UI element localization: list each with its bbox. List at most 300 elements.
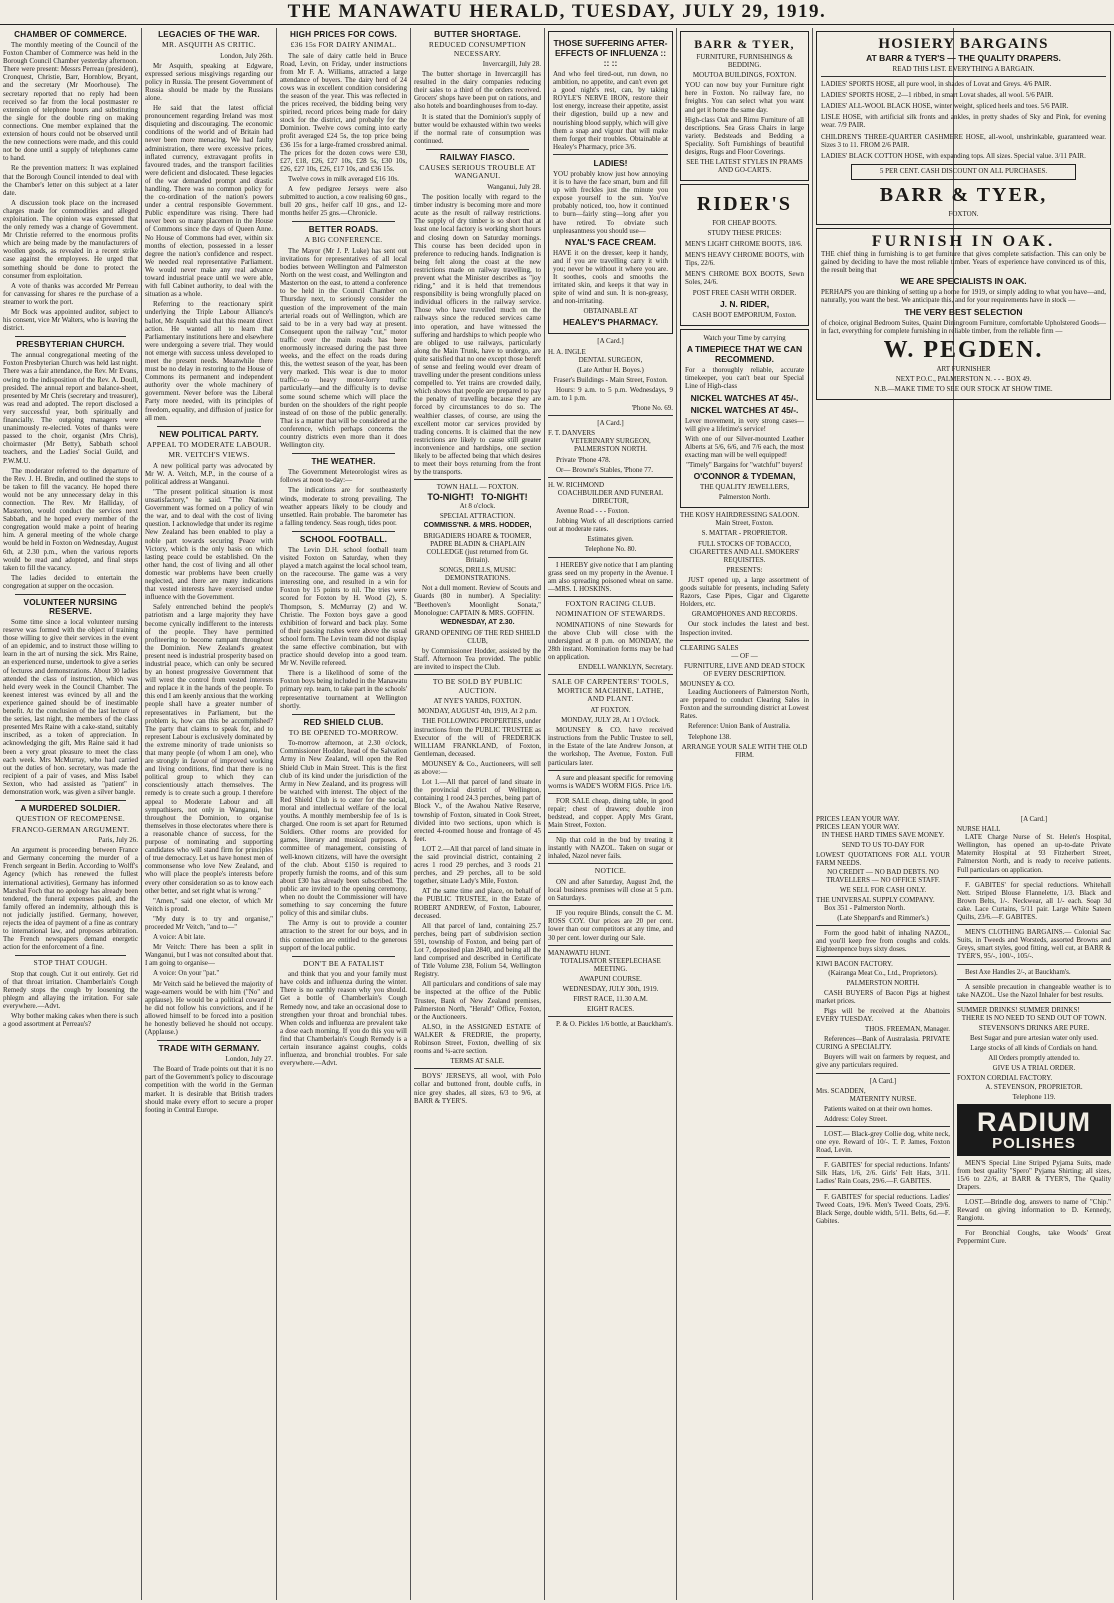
ad-line: GIVE US A TRIAL ORDER. xyxy=(992,1064,1076,1073)
ad-line: FURNITURE, LIVE AND DEAD STOCK OF EVERY DESCRIPTION. xyxy=(683,661,805,678)
ad-product: NYAL'S FACE CREAM. xyxy=(565,236,656,247)
ad-line: SEE THE LATEST STYLES IN PRAMS AND GO-CARTS. xyxy=(686,158,803,175)
ad-line: A sure and pleasant specific for removing worms is WADE'S WORM FIGS. Price 1/6. xyxy=(548,773,673,790)
ad-line: THERE IS NO NEED TO SEND OUT OF TOWN. xyxy=(961,1013,1107,1022)
card-line: Patients waited on at their own homes. xyxy=(824,1104,933,1113)
article-headline: VOLUNTEER NURSING RESERVE. xyxy=(23,598,118,616)
ad-line: Best Axe Handles 2/-, at Bauckham's. xyxy=(965,967,1071,976)
dateline: London, July 26th. xyxy=(220,51,273,60)
article-subhead: MR. VEITCH'S VIEWS. xyxy=(168,450,250,460)
ad-line: BOYS' JERSEYS, all wool, with Polo collar and buttoned front, double cuffs, in nice grey shades, all sizes, 6/3 to 9/6, at BARR & TYER'S. xyxy=(414,1072,541,1105)
card-line: Avenue Road - - - Foxton. xyxy=(556,507,630,516)
divider xyxy=(292,221,395,222)
article-paragraph: Mr Veitch: There has been a split in Wanganui, but I was not consulted about that. I am going to organise— xyxy=(145,943,273,968)
ad-line: — OF — xyxy=(731,651,758,660)
article-paragraph: Referring to the reactionary spirit underlying the Triple Labour Alliance's ballot, Mr Asquith said that this meant direct action. He wanted all to learn that Parliamentary institutions here and elsewhere were undergoing a severe trial. They would not emerge with success unless developed to meet the present needs. Meanwhile there must be no delay in restoring to the House of Commons its permanent and independent authority over the whole machinery of government. Never before was the Liberal Party more needed, with its principles of freedom, equality, and diffusion of justice for all men. xyxy=(145,300,273,422)
ad-headline: HOSIERY BARGAINS xyxy=(878,36,1049,52)
ad-line: Watch your Time by carrying xyxy=(703,334,786,343)
ad-headline: MANAWATU HUNT. xyxy=(548,948,611,957)
article-paragraph: "My duty is to try and organise," proceeded Mr Veitch, "and to—" xyxy=(145,914,273,931)
ad-line: PALMERSTON NORTH. xyxy=(846,978,920,987)
divider xyxy=(15,955,126,956)
ad-line: JUST opened up, a large assortment of goods suitable for presents, including Safety Razors, Case Pipes, Cigar and Cigarette Holders, etc. xyxy=(680,575,809,609)
ad-line: And who feel tired-out, run down, no ambition, no appetite, and can't even get a good night's rest, can, by taking ROYLE'S NERVE IRON, restore their lost energy, increase their appetite, assist their digestion, build up a new and nourishing blood supply, which will give them a snap and vigour that will make them forget their troubles. Obtainable at Healey's Pharmacy, price 3/6. xyxy=(553,70,668,151)
ad-firm: J. N. RIDER, xyxy=(719,299,770,310)
ad-line: Leading Auctioneers of Palmerston North, are prepared to conduct Clearing Sales in Foxton and the surrounding district at Lowest Rates. xyxy=(680,688,809,721)
ad-line: Reference: Union Bank of Australia. xyxy=(688,722,791,731)
divider xyxy=(548,832,673,833)
article-paragraph: There is a likelihood of some of the Foxton boys being included in the Manawatu primary rep. team, to take part in the schools' representative tournament at Wellington shortly. xyxy=(280,669,407,710)
ad-line: LATE Charge Nurse of St. Helen's Hospital, Wellington, has opened an up-to-date Private Maternity Hospital at 93 Fitzherbert Street, Palmerston North, and is ready to receive patients. Full particulars on application. xyxy=(957,833,1111,874)
ad-line: With one of our Silver-mounted Leather Alberts at 5/6, 6/6, and 7/6 each, the most exacting man will be well equipped! xyxy=(685,434,804,459)
ad-line: NICKEL WATCHES AT 45/-. xyxy=(690,404,799,415)
ad-line: Palmerston North. xyxy=(718,493,771,502)
ad-tonight-2: TO-NIGHT! xyxy=(481,492,528,503)
article-paragraph: The monthly meeting of the Council of the Foxton Chamber of Commerce was held in the Borough Council Chamber yesterday afternoon. There were present: Messrs Perreau (president), Cronquest, Christie, Barr, Hornblow, Bryant, and the secretary (Mr Moorhouse). The secretary reported that no reply had been received so far from the local postmaster re extension of telephone hours and substituting the single for the double ring on making connections. One member explained that the extension of hours could not be observed until the new connections were made, and this could not be done until a supply of telephones came to hand. xyxy=(3,41,138,163)
ad-line: THE chief thing in furnishing is to get furniture that gives complete satisfaction. This can only be gained by deciding to have the most reliable timber. Years of experience have convinced us of this, the result being that xyxy=(821,250,1106,275)
article-paragraph: Twelve cows in milk averaged £16 10s. xyxy=(288,174,399,183)
divider xyxy=(414,1068,541,1069)
ad-line: Form the good habit of inhaling NAZOL, and you'll keep free from coughs and colds. Eighteenpence buys sixty doses. xyxy=(816,929,950,954)
article-headline: STOP THAT COUGH. xyxy=(33,958,108,968)
ad-line: NICKEL WATCHES AT 45/-. xyxy=(690,392,799,403)
ad-line: OBTAINABLE AT xyxy=(583,307,638,316)
divider xyxy=(548,905,673,906)
ad-line: F. GABITES' for special reductions. Infants' Silk Hats, 1/6, 2/6. Girls' Felt Hats, 3/11. Ladies' Rain Coats, 29/6.—F. GABITES. xyxy=(816,1161,950,1186)
ad-line: High-class Oak and Rimu Furniture of all descriptions. Sea Grass Chairs in large variety. Bedsteads and Bedding a Speciality. Soft Furnishings of beautiful designs, Rugs and Floor Coverings. xyxy=(685,115,804,157)
ad-line: MONDAY, AUGUST 4th, 1919, At 2 p.m. xyxy=(417,707,538,716)
ad-line: THE QUALITY JEWELLERS, xyxy=(700,483,789,492)
ad-headline: LADIES! xyxy=(593,157,628,168)
divider xyxy=(548,477,673,478)
ad-line: WEDNESDAY, AT 2.30. xyxy=(440,618,515,626)
article-headline: THE WEATHER. xyxy=(311,457,376,467)
card-name: NURSE HALL xyxy=(957,825,1001,834)
ad-line: TERMS AT SALE. xyxy=(450,1057,505,1066)
article-paragraph: The Army is out to provide a counter attraction to the street for our boys, and in this connection are entitled to the generous support of the local public. xyxy=(280,919,407,952)
ad-line: FURNITURE, FURNISHINGS & BEDDING. xyxy=(696,53,793,70)
card-line: Estimates given. xyxy=(587,535,634,544)
article-paragraph: The ladies decided to entertain the congregation at supper on the occasion. xyxy=(3,573,138,590)
ad-line: Lever movement, in very strong cases—will give a lifetime's service! xyxy=(685,416,804,433)
card-line: Telephone No. 80. xyxy=(584,545,637,554)
divider xyxy=(680,640,809,641)
barr-tyer-furniture-ad xyxy=(680,31,809,181)
ad-headline: FOXTON RACING CLUB. xyxy=(565,598,656,608)
ad-subhead: AT BARR & TYER'S — THE QUALITY DRAPERS. xyxy=(866,53,1061,63)
article-paragraph: The butter shortage in Invercargill has resulted in the dairy companies reducing their sales to a third of the orders received. Grocers' shops have been put on rations, and also hotels and boardinghouses from to-day. xyxy=(414,70,541,111)
ad-line: GRAND OPENING OF THE RED SHIELD CLUB, xyxy=(414,628,541,645)
card-line: Jobbing Work of all descriptions carried out at moderate rates. xyxy=(548,517,673,534)
divider xyxy=(414,674,541,675)
ad-line: THOS. FREEMAN, Manager. xyxy=(865,1025,950,1034)
article-paragraph: The sale of dairy cattle held in Bruce Road, Levin, on Friday, under instructions from Mr F. A. Williams, attracted a large attendance of buyers. The dairy herd of 24 cows was in excellent condition considering the season of the year. This was reflected in the prices received, the bidding being very spirited, record prices being made for dairy stock for the district, and probably for the Dominion. Twelve cows coming into early profit averaged £24 5s, the top price being £36 15s for a large-framed crossbred animal. The prices for the dozen cows were £30, £27, £18, £26, £27 10s, £28 5s, £30 10s, £26, £27 10s, £26, £17 10s, and £36 15s. xyxy=(280,51,407,173)
card-line: 'Phone No. 69. xyxy=(631,404,673,413)
divider xyxy=(548,863,673,864)
ad-line: THE FOLLOWING PROPERTIES, under instructions from the PUBLIC TRUSTEE as Executor of the will of FREDERICK WILLIAM FRANKLAND, of Foxton, Gentleman, deceased. xyxy=(414,717,541,758)
divider xyxy=(15,594,126,595)
divider xyxy=(548,770,673,771)
wide-ad-column xyxy=(813,28,1114,828)
list-item: MEN'S LIGHT CHROME BOOTS, 18/6. xyxy=(685,239,803,248)
divider xyxy=(548,674,673,675)
ad-line: GRAMOPHONES AND RECORDS. xyxy=(691,610,798,619)
ad-line: A. STEVENSON, PROPRIETOR. xyxy=(985,1082,1083,1091)
ad-line: Box 351 - Palmerston North. xyxy=(824,903,906,912)
ad-line: FOXTON. xyxy=(948,209,979,218)
ad-firm: MOUNSEY & CO. xyxy=(680,679,735,688)
card-label: [A Card.] xyxy=(597,419,624,428)
ad-headline: PRICES LEAN YOUR WAY. xyxy=(816,815,900,823)
ad-line: ART FURNISHER xyxy=(936,364,991,373)
ad-line: STUDY THESE PRICES: xyxy=(707,229,782,238)
divider xyxy=(548,793,673,794)
divider xyxy=(292,531,395,532)
article-subhead: QUESTION OF RECOMPENSE. xyxy=(15,814,126,824)
ad-line: WE SELL FOR CASH ONLY. xyxy=(839,885,927,894)
column-2 xyxy=(142,28,276,1600)
divider xyxy=(816,956,950,957)
ad-line: (Kairanga Meat Co., Ltd., Proprietors). xyxy=(828,968,938,977)
ad-line: P. & O. Pickles 1/6 bottle, at Bauckham's. xyxy=(556,1020,673,1029)
article-headline: PRESBYTERIAN CHURCH. xyxy=(16,340,125,350)
ad-line: Our stock includes the latest and best. Inspection invited. xyxy=(680,620,809,637)
ad-line: TOTALISATOR STEEPLECHASE MEETING. xyxy=(560,956,661,973)
ad-line: by Commissioner Hodder, assisted by the Staff. Afternoon Tea provided. The public are invited to inspect the Club. xyxy=(414,647,541,672)
article-paragraph: The position locally with regard to the timber industry is becoming more and more acute as the result of railway restrictions. The supply of dry timber is so short that at least one local factory is working short hours and closing down on Saturday mornings. This course has been decided upon in preference to reducing hands. Indignation is being felt along the coast at the new restrictions made on railway travelling, to prevent what the Minister describes as "joy riding," and it is held that tremendous responsibility is being wrongfully placed on individual officers in the railway service. Those who have travelled much on the railways since the reduced services came into operation, and have witnessed the suffering and hardships to which people who are obliged to use railways, particularly along the Main Trunk, have to undergo, are quite satisfied that no one except those bereft of sense and feeling would ever dream of travelling under the present conditions unless compelled to. Yet trains are crowded daily, which shows that people are prepared to pay the penalty of travelling because they are forced by circumstances to do so. The wealthier classes, of course, are using the excellent motor car services provided by trading concerns. It is claimed that the new restrictions are likely to cause still greater inconvenience and hardships, one section likely to be affected being that which desires to meet their boys returning from the front by the transports. xyxy=(414,193,541,477)
ad-line: ARRANGE YOUR SALE WITH THE OLD FIRM. xyxy=(681,742,808,759)
ad-line: Lot 1.—All that parcel of land situate in the provincial district of Wellington, containing 1 rood 24.3 perches, being part of Block V., of the Awahou Native Reserve, township of Foxton, situated in Cook Street, divided into two sections, upon which is erected 4-roomed house and frontage of 45 feet. xyxy=(414,778,541,843)
ad-line: YOU can now buy your Furniture right here in Foxton. No railway fare, no freights. You can select what you want and get it home the same day. xyxy=(685,81,804,114)
divider xyxy=(821,76,1106,77)
article-paragraph: A voice: A bit late. xyxy=(153,933,206,942)
ad-firm: W. PEGDEN. xyxy=(883,336,1044,363)
ad-line: (Late Sheppard's and Rimmer's.) xyxy=(837,914,929,923)
ad-line: Telephone 119. xyxy=(1012,1092,1056,1101)
ad-line: YOU probably know just how annoying it is to have the face smart, burn and fill up with freckles just the minute you expose yourself to the sun. You've probably noticed, too, how it continued to burn—fairly sting—long after you have retired. To obviate such unpleasantness you should use— xyxy=(553,169,668,235)
price-list xyxy=(685,240,804,286)
dateline: Paris, July 26. xyxy=(98,836,138,845)
card-line: MATERNITY NURSE. xyxy=(849,1094,917,1103)
divider xyxy=(15,336,126,337)
ad-line: N.B.—MAKE TIME TO SEE OUR STOCK AT SHOW TIME. xyxy=(874,384,1053,393)
ad-headline: THE KOSY HAIRDRESSING SALOON. xyxy=(680,511,800,520)
card-name: H. W. RICHMOND xyxy=(548,480,605,489)
ad-line: All particulars and conditions of sale may be inspected at the office of the Public Trustee, Bank of New Zealand premises, Palmerston North, "Herald" Office, Foxton, or the Auctioneers. xyxy=(414,980,541,1021)
divider xyxy=(816,1189,950,1190)
ad-line: PERHAPS you are thinking of setting up a home for 1919, or simply adding to what you have—and, naturally, you want the best. We anticipate this, and for your requirements have in stock — xyxy=(821,288,1106,305)
card-line: Or— Browne's Stables, 'Phone 77. xyxy=(556,465,654,474)
ad-line: MONDAY, JULY 28, At 1 O'clock. xyxy=(561,716,660,725)
ad-town: FOXTON. xyxy=(488,483,519,492)
divider xyxy=(553,154,668,155)
list-item: LADIES' BLACK COTTON HOSE, with expanding tops. All sizes. Special value. 3/11 PAIR. xyxy=(821,151,1086,160)
divider xyxy=(548,1016,673,1017)
ad-line: ON and after Saturday, August 2nd, the local business premises will close at 5 p.m. on Saturdays. xyxy=(548,877,673,903)
divider xyxy=(816,1126,950,1127)
ad-line: CASH BUYERS of Bacon Pigs at highest market prices. xyxy=(816,988,950,1005)
card-label: [A Card.] xyxy=(1020,815,1048,823)
ad-line: ENDELL WANKLYN, Secretary. xyxy=(578,663,673,672)
ad-line: AT the same time and place, on behalf of the PUBLIC TRUSTEE, in the Estate of ROBERT ANDREW, of Foxton, Labourer, deceased. xyxy=(414,887,541,920)
ad-headline: SUMMER DRINKS! SUMMER DRINKS! xyxy=(957,1005,1080,1014)
divider xyxy=(548,415,673,416)
card-name: F. T. DANVERS xyxy=(548,429,596,438)
ad-line: NO CREDIT — NO BAD DEBTS. NO TRAVELLERS — NO OFFICE STAFF. xyxy=(826,867,940,884)
ad-line: Main Street, Foxton. xyxy=(715,519,774,528)
divider xyxy=(292,956,395,957)
article-paragraph: A discussion took place on the increased charges made for commodities and alleged exploitation. The opinion was expressed that the only remedy was a change of Government. Mr Christie referred to the enormous profits which are being made by the manufacturers of woollen goods, as revealed in a recent strike case against the employees. He urged that something should be done to protect the consumer from exploitation. xyxy=(3,198,138,280)
ad-line: Nip that cold in the bud by treating it instantly with NAZOL. Taken on sugar or inhaled, Nazol never fails. xyxy=(548,836,673,861)
article-paragraph: Some time since a local volunteer nursing reserve was formed with the object of training those willing to give their services in the event of an epidemic, and to instruct those willing to learn in the art of nursing the sick. Mrs Raine, an experienced nurse, undertook to give a series of lectures and demonstrations. About 30 ladies attended the class of instruction, which was held every week in the Council Chamber. The keenest interest was evinced by all and the experience gained should be of inestimable benefit. At the conclusion of the last lecture of the series, last night, the members of the class presented Mrs Raine with a cake-stand, suitably inscribed, as a token of appreciation. In acknowledging the gift, Mrs Raine said it had been a very great pleasure to meet the class each week. Mrs McMurray, who had carried out the duties of hon. secretary, was made the recipient of a pair of vases, and Miss Isabel Sexton, who had assisted as "patient" in demonstration work, was given a silver bangle. xyxy=(3,618,138,796)
ad-headline: CLEARING SALES xyxy=(680,643,739,652)
card-line: (Late Arthur H. Boyes.) xyxy=(577,365,644,374)
article-paragraph: Mr Veitch said he believed the majority of wage-earners would be with him ("No" and applause). He would be a political coward if he did not follow his convictions, and if he allowed himself to be forced into a position he honestly believed he should not occupy. (Applause.) xyxy=(145,979,273,1037)
ad-line: FULL STOCKS OF TOBACCO, CIGARETTES AND ALL SMOKERS' REQUISITES. xyxy=(689,539,800,564)
ad-line: SONGS, DRILLS, MUSIC DEMONSTRATIONS. xyxy=(439,566,516,583)
ad-line: WE ARE SPECIALISTS IN OAK. xyxy=(900,276,1027,287)
article-paragraph: The Levin D.H. school football team visited Foxton on Saturday, when they played a match against the local school team, on the racecourse. The game was a very interesting one, and resulted in a win for Foxton by 15 points to nil. The tries were scored for Foxton by H. Wood (2), S. Thompson, S. McMurray (2) and W. Christie. The Foxton boys gave a good exhibition of forward and back play. Some of their passing rushes were above the usual school form. The Levin team did not display the same effective combination, but with practice should develop into a good team. Mr W. Neville refereed. xyxy=(280,545,407,668)
ad-line: 5 PER CENT. CASH DISCOUNT ON ALL PURCHASES. xyxy=(879,166,1048,175)
town-hall-ad xyxy=(414,483,541,671)
ad-line: LOWEST QUOTATIONS FOR ALL YOUR FARM NEEDS. xyxy=(816,851,950,868)
ad-line: For a thoroughly reliable, accurate timekeeper, you can't beat our Special Line of High-class xyxy=(685,366,804,391)
ad-line: Not a dull moment. Review of Scouts and Guards (80 in number). A Speciality: "Beethoven's Moonlight Sonata," Monologue: CAPTAIN & MRS. GOFFIN. xyxy=(414,584,541,617)
divider xyxy=(957,1225,1111,1226)
article-paragraph: The Government Meteorologist wires as follows at noon to-day:— xyxy=(280,468,407,485)
article-headline: DON'T BE A FATALIST xyxy=(303,958,384,968)
divider xyxy=(157,426,261,427)
article-paragraph: The annual congregational meeting of the Foxton Presbyterian Church was held last night. There was a fair attendance, the Rev. Mr Evans, owing to the indisposition of the Rev. A. Doull, presided. The annual report and balance-sheet, presented by Mr Chris (secretary and treasurer), was read and adopted. The report disclosed a very successful year, both spiritually and financially. The outgoing managers were unanimously re-elected. Votes of thanks were passed to the choir, organist (Mrs Chris), choirmaster (Mr Betty), Sabbath school teachers, and the Ladies' Social Guild, and P.W.M.U. xyxy=(3,351,138,465)
article-paragraph: The Mayor (Mr J. P. Luke) has sent out invitations for representatives of all local bodies between Wellington and Palmerston North on the west coast, and Wellington and Masterton on the east, to attend a conference to be held in the Council Chamber on Thursday next, to seriously consider the question of the improvement of the main arterial roads out of Wellington, which are said to be in a very bad way at present. Consequent upon the railway "cut," motor traffic over the main roads has been enormously increased during the past three weeks, and the effect on the roads during this, the wettest season of the year, has been very marked. This wear is due to motor traffic—to heavy motor-lorry traffic particularly—and the difficulty is to devise some sound scheme which will place the burden on the shoulders of the right people instead of on those of the public generally. That is a matter that will be considered at the conference, which perhaps concerns the country districts even more than it does Wellington city. xyxy=(280,246,407,450)
article-headline: HIGH PRICES FOR COWS. xyxy=(289,30,397,39)
ad-line: SEND TO US TO-DAY FOR xyxy=(841,841,925,850)
ad-headline: NOTICE. xyxy=(594,866,627,876)
ad-line: MEN'S CLOTHING BARGAINS.— Colonial Sac Suits, in Tweeds and Worsteds, assorted Browns and Greys, smart styles, good fitting, well cut, at BARR & TYER'S, 95/-, 100/-, 105/-. xyxy=(957,928,1111,961)
article-paragraph: Re the prevention matters: It was explained that the Borough Council intended to deal with the Chamber's letter on this subject at a later date. xyxy=(3,164,138,197)
ad-line: NEXT P.O.C., PALMERSTON N. - - - BOX 49. xyxy=(895,374,1032,383)
list-item: LADIES' SPORTS HOSE, all pure wool, in shades of Lovat and Greys. 4/6 PAIR. xyxy=(821,80,1052,89)
divider xyxy=(957,1002,1111,1003)
ad-line: F. GABITES' for special reductions. Whitehall Nett. Striped Blouse Flannelette, 1/3. Black and Brown Belts, 1/-. Neckwear, all 1/- each. Soap 3d cake. Lace Curtains, 5/11 pair. Large White Sateen Quilts, 23/6.—F. GABITES. xyxy=(957,880,1111,922)
divider xyxy=(816,925,950,926)
article-paragraph: The moderator referred to the departure of the Rev. J. H. Bredin, and outlined the steps to be taken to fill the vacancy. He hoped there would not be any unnecessary delay in this connection. The Rev. Mr Halliday, of Masterton, would conduct the services next Sabbath, and he hoped every member of the congregation would make a point of hearing him. A general meeting of the whole charge would be held in Foxton on Wednesday, August 6th, at 2.30 p.m., when the various reports would be read and adopted, and final steps taken to fill the vacancy. xyxy=(3,466,138,572)
ad-firm: FOXTON CORDIAL FACTORY. xyxy=(957,1074,1053,1083)
ad-line: FIRST RACE, 11.30 A.M. xyxy=(573,995,648,1004)
divider xyxy=(548,596,673,597)
ad-line: "Timely" Bargains for "watchful" buyers! xyxy=(686,461,803,469)
card-line: COACHBUILDER AND FUNERAL DIRECTOR, xyxy=(557,488,664,505)
article-subhead: FRANCO-GERMAN ARGUMENT. xyxy=(11,824,130,834)
ad-headline: PRICES LEAN YOUR WAY. xyxy=(816,823,900,832)
card-line: VETERINARY SURGEON, PALMERSTON NORTH. xyxy=(570,437,651,454)
ad-line: EIGHT RACES. xyxy=(587,1005,634,1014)
article-paragraph: Why bother making cakes when there is such a good assortment at Perreau's? xyxy=(3,1012,138,1029)
list-item: LADIES' SPORTS HOSE, 2—1 ribbed, in smart Lovat shades, all wool. 5/6 PAIR. xyxy=(821,91,1054,100)
article-paragraph: A few pedigree Jerseys were also submitted to auction, a cow realising 60 gns., bull 20 gns., heifer calf 10 gns., and 12-months heifer 25 gns.—Chronicle. xyxy=(280,185,407,218)
article-subhead: CAUSES SERIOUS TROUBLE AT WANGANUI. xyxy=(419,162,536,181)
ad-venue: TOWN HALL xyxy=(436,483,478,492)
divider xyxy=(157,1040,261,1041)
influenza-ad xyxy=(548,31,673,334)
list-item: CHILDREN'S THREE-QUARTER CASHMERE HOSE, all-wool, unshrinkable, guaranteed wear. Sizes 3 to 11. FROM 2/6 PAIR. xyxy=(821,132,1106,149)
ad-line: HAVE it on the dresser, keep it handy, and if you are travelling carry it with you; never be without it where you are. It soothes, cools and smooths the irritated skin, and keeps it that way in spite of wind and sun. It is non-greasy, and non-irritating. xyxy=(553,248,668,306)
ad-headline: KIWI BACON FACTORY. xyxy=(816,960,893,969)
article-headline: NEW POLITICAL PARTY. xyxy=(159,429,259,439)
divider xyxy=(292,453,395,454)
ad-firm: RIDER'S xyxy=(696,193,793,216)
ad-line: For Bronchial Coughs, take Woods' Great Peppermint Cure. xyxy=(957,1229,1111,1246)
ad-shop: HEALEY'S PHARMACY. xyxy=(562,317,659,328)
card-name: Mrs. SCADDEN, xyxy=(816,1086,866,1095)
card-line: Hours: 9 a.m. to 5 p.m. Wednesdays, 9 a.m. to 1 p.m. xyxy=(548,385,673,402)
ad-line: LOST.— Black-grey Collie dog, white neck, one eye. Reward of 10/-. T. P. James, Foxton Road, Levin. xyxy=(816,1130,950,1155)
ad-line: CASH BOOT EMPORIUM, Foxton. xyxy=(692,311,797,320)
hosiery-list xyxy=(821,80,1106,160)
divider xyxy=(15,800,126,801)
article-headline: RAILWAY FIASCO. xyxy=(440,152,515,162)
ad-line: A sensible precaution in changeable weather is to take NAZOL. Use the Nazol Inhaler for best results. xyxy=(957,982,1111,999)
list-item: LISLE HOSE, with artificial silk fronts and ankles, in pretty shades of Sky and Pink, for evening wear. 7/9 PAIR. xyxy=(821,113,1106,130)
article-subhead: £36 15s FOR DAIRY ANIMAL. xyxy=(290,40,397,49)
ad-line: All Orders promptly attended to. xyxy=(988,1054,1080,1063)
ad-headline: FURNISH IN OAK. xyxy=(871,233,1056,251)
article-paragraph: Stop that cough. Cut it out entirely. Get rid of that throat irritation. Chamberlain's Cough Remedy stops the cough by loosening the phlegm and allaying the irritation. For sale everywhere.—Advt. xyxy=(3,969,138,1011)
article-paragraph: The Board of Trade points out that it is no part of the Government's policy to discourage competition with the world in the German market. It is desirable that British traders should make every effort to secure a proper footing in Central Europe. xyxy=(145,1065,274,1114)
ad-headline: A TIMEPIECE THAT WE CAN RECOMMEND. xyxy=(686,344,803,365)
ad-tonight xyxy=(414,493,541,501)
article-paragraph: Safely entrenched behind the people's patriotism and a large majority they have become cynically indifferent to the interests of the people. They have permitted profiteering to become rampant throughout the Dominion. New Zealand's greatest present need is industrial prosperity based on industrial peace, which can only be secured by an honest progressive Government that will wrest the control from vested interests and replace it in the hands of the people. To this end I am keenly anxious that the working people shall have a greater number of representatives in Parliament, but the problem is, how can this be accomplished? The party that claims to speak for, and to represent Labour is exclusively dominated by the extreme minority of trade unionists so that many people (of whom I am one), who are strongly in favour of improved working and living conditions, find that there is no political group to which they can conscientiously attach themselves. The remedy is to create such a group. I therefore appeal to Moderate Labour and all sympathisers, not only in Wanganui, but throughout the Dominion, to organise themselves in those electorates where there is a reasonable chance of success, for the purpose of nominating and supporting candidates who will stand firm for principles of true democracy. Let us have honest men of commonsense who love New Zealand, and who will place the people's interests before every other consideration so as to know each other better, and set right what is wrong." xyxy=(145,603,273,895)
ad-line: POST FREE CASH WITH ORDER. xyxy=(692,288,797,297)
ad-subhead: NOMINATION OF STEWARDS. xyxy=(555,609,666,619)
watch-ad xyxy=(680,329,809,508)
ad-line: NOMINATIONS of nine Stewards for the above Club will close with the undersigned at 8 p.m. on MONDAY, the 28th instant. Nomination forms may be had on application. xyxy=(548,620,673,662)
article-headline: BETTER ROADS. xyxy=(308,225,379,235)
column-8 xyxy=(954,815,1114,1600)
ad-line: S. MATTAR - PROPRIETOR. xyxy=(701,529,788,538)
ad-line: IN THESE HARD TIMES SAVE MONEY. xyxy=(821,831,945,840)
ad-line: of choice, original Bedroom Suites, Quaint Diningroom Furniture, comfortable Upholstered Goods—in fact, everything for complete furnishing in reliable timber, from the reliable firm — xyxy=(821,318,1106,335)
article-paragraph: Mr Bock was appointed auditor, subject to his consent, vice Mr Walters, who is leaving the district. xyxy=(3,308,138,333)
ad-tonight-1: TO-NIGHT! xyxy=(427,492,474,503)
ad-line: THE VERY BEST SELECTION xyxy=(904,306,1023,317)
ad-line: MEN'S Special Line Striped Pyjama Suits, made from best quality "Spero" Pyjama Shirting; all sizes, 15/6 to 22/6, at BARR & TYER'S, The Quality Drapers. xyxy=(957,1158,1111,1191)
ad-line: Pigs will be received at the Abattoirs EVERY TUESDAY. xyxy=(816,1006,950,1023)
ad-line: References—Bank of Australasia. PRIVATE CURING A SPECIALITY. xyxy=(816,1035,950,1052)
divider xyxy=(548,557,673,558)
ad-line: READ THIS LIST. EVERYTHING A BARGAIN. xyxy=(892,65,1035,73)
article-paragraph: To-morrow afternoon, at 2.30 o'clock, Commissioner Hodder, head of the Salvation Army in New Zealand, will open the Red Shield Club in Main Street. This is the first club of its kind under the jurisdiction of the Army in New Zealand, and its progress will be watched with interest. The object of the Red Shield Club is to cater for the social, moral and intellectual welfare of the local youths. A monthly membership fee of 1s is charged. One room is set apart for Returned Soldiers. Other rooms are provided for games, literary and musical purposes. A committee of management, consisting of well-known citizens, will have the oversight of the club. About £150 is required to properly furnish the rooms, and of this sum about £30 has already been subscribed. The public are invited to the opening ceremony, when no doubt the Commissioner will have something to say concerning the future policy of this and similar clubs. xyxy=(280,739,407,918)
pegden-ad xyxy=(816,228,1111,400)
column-3 xyxy=(277,28,410,1600)
ad-headline: THOSE SUFFERING AFTER-EFFECTS OF INFLUENZA :: :: :: xyxy=(553,38,668,68)
divider xyxy=(548,945,673,946)
ad-line: IF you require Blinds, consult the C. M. ROSS COY. Our prices are 20 per cent. lower than our competitors at any time, and 30 per cent. lower during our Sale. xyxy=(548,909,673,942)
ad-line: TOWN HALL — FOXTON. xyxy=(436,483,519,492)
card-label: [A Card.] xyxy=(869,1076,897,1085)
article-subhead: REDUCED CONSUMPTION NECESSARY. xyxy=(428,40,527,58)
article-paragraph: A vote of thanks was accorded Mr Perreau for canvassing for shares re the purchase of a steamer to work the port. xyxy=(3,281,138,306)
radium-logo: RADIUM xyxy=(977,1106,1091,1137)
riders-boots-ad xyxy=(680,184,809,326)
divider xyxy=(957,964,1111,965)
column-4 xyxy=(411,28,544,1600)
ad-line: Best Sugar and pure artesian water only used. xyxy=(970,1034,1098,1043)
column-6 xyxy=(677,28,812,1600)
article-headline: RED SHIELD CLUB. xyxy=(303,717,384,727)
divider xyxy=(816,1073,950,1074)
article-paragraph: An argument is proceeding between France and Germany concerning the murder of a French sergeant in Berlin. According to Wolff's Agency (which has renewed the fullest international activities), Germany has informed Marshal Foch that no apology has already been tendered, the funeral expenses paid, and the family offered an indemnity, although this is not judicially justified. Germany, however, rejects the idea of payment of a fine as contrary to international law, and proposes arbitration. The French newspapers demand energetic action for the enforcement of a fine. xyxy=(3,846,138,952)
article-paragraph: The indications are for southeasterly winds, moderate to strong prevailing. The weather appears likely to be cloudy and unsettled. Rain probable. The barometer has a falling tendency. Seas rough, tides poor. xyxy=(280,486,407,527)
ad-firm: O'CONNOR & TYDEMAN, xyxy=(693,471,796,482)
article-headline: CHAMBER OF COMMERCE. xyxy=(14,30,127,39)
ad-firm: THE UNIVERSAL SUPPLY COMPANY. xyxy=(816,895,935,904)
dateline: Invercargill, July 28. xyxy=(482,60,541,68)
ad-line: LOST.—Brindle dog, answers to name of "Chip." Reward on giving information to D. Kennedy, Rangiotu. xyxy=(957,1198,1111,1223)
ad-line: All that parcel of land, containing 25.7 perches, being part of subdivision section 591, township of Foxton, and being part of Lot 7, deposited plan 2840, and being all the land comprised and described in Certificate of Title Volume 238, Folium 54, Wellington Registry. xyxy=(414,921,541,979)
card-line: Fraser's Buildings - Main Street, Foxton. xyxy=(553,375,668,384)
ad-line: F. GABITES' for special reductions. Ladies' Tweed Coats, 19/6. Men's Tweed Coats, 29/6. Black Serge, double width, 5/11. Belts, 6d.—F. Gabites. xyxy=(816,1192,950,1225)
ad-line: MOUNSEY & CO. have received instructions from the Public Trustee to sell, in the Estate of the late Andrew Jonson, at the workshop, The Avenue, Foxton. Full particulars later. xyxy=(548,726,673,767)
list-item: MEN'S HEAVY CHROME BOOTS, with Tips, 22/6. xyxy=(685,250,804,267)
card-label: [A Card.] xyxy=(597,337,624,346)
article-subhead: MR. ASQUITH AS CRITIC. xyxy=(162,40,256,49)
radium-logo-sub: POLISHES xyxy=(992,1134,1076,1152)
dateline: London, July 27. xyxy=(225,1055,273,1064)
dateline: Wanganui, July 28. xyxy=(487,182,541,191)
article-paragraph: and think that you and your family must have colds and influenza during the winter. There is no earthly reason why you should. Get a bottle of Chamberlain's Cough Remedy now, and take an occasional dose to strengthen your throat and bronchial tubes. When colds and influenza are prevalent take a dose each morning. If you do this you will find that Chamberlain's Cough Remedy is a certain insurance against coughs, colds influenza, and bronchial troubles. For sale everywhere.—Advt. xyxy=(280,970,407,1068)
article-subhead: TO BE OPENED TO-MORROW. xyxy=(288,727,399,737)
ad-firm: BARR & TYER, xyxy=(694,37,795,51)
article-headline: A MURDERED SOLDIER. xyxy=(20,804,121,814)
ad-line: Buyers will wait on farmers by request, and give any particulars required. xyxy=(816,1053,950,1070)
ad-line: Telephone 138. xyxy=(688,732,732,741)
ad-line: AT FOXTON. xyxy=(590,705,631,714)
discount-box xyxy=(851,164,1076,180)
divider xyxy=(816,1157,950,1158)
article-paragraph: It is stated that the Dominion's supply of butter would be exhausted within two weeks if the normal rate of consumption was continued. xyxy=(414,112,541,145)
ad-line: Large stocks of all kinds of Cordials on hand. xyxy=(970,1044,1098,1053)
ad-headline: TO BE SOLD BY PUBLIC AUCTION. xyxy=(432,677,523,695)
ad-line: STEVENSON'S DRINKS ARE PURE. xyxy=(978,1023,1090,1032)
hosiery-ad xyxy=(816,31,1111,225)
article-headline: SCHOOL FOOTBALL. xyxy=(299,534,388,544)
ad-line: BRIGADIERS HOARE & TOOMER, PADRE BLADIN & CHAPLAIN COLLEDGE (just returned from Gt. Britain). xyxy=(423,531,532,565)
article-paragraph: A voice: On your "pat." xyxy=(153,969,220,978)
masthead: THE MANAWATU HERALD, TUESDAY, JULY 29, 1919. xyxy=(0,0,1114,25)
card-name: H. A. INGLE xyxy=(548,347,586,356)
ad-line: SPECIAL ATTRACTION. xyxy=(439,511,516,520)
card-line: Address: Coley Street. xyxy=(824,1114,888,1123)
ad-line: MOUNSEY & Co., Auctioneers, will sell as above:— xyxy=(414,759,541,777)
divider xyxy=(957,1194,1111,1195)
ad-headline: SALE OF CARPENTERS' TOOLS, MORTICE MACHINE, LATHE, AND PLANT. xyxy=(552,677,669,704)
ad-line: LOT 2.—All that parcel of land situate in the said provincial district, containing 2 acres 1 rood 29 perches, and 3 roods 21 perches, and 29 perches, all to be sold together, situate Lady's Mile, Foxton. xyxy=(414,844,541,886)
column-7 xyxy=(813,815,953,1600)
ad-line: AWAPUNI COURSE. xyxy=(579,974,642,983)
article-headline: TRADE WITH GERMANY. xyxy=(158,1044,260,1054)
ad-firm: BARR & TYER, xyxy=(879,183,1048,206)
ad-line: MOUTOA BUILDINGS, FOXTON. xyxy=(692,71,797,80)
divider xyxy=(957,924,1111,925)
ad-line: ALSO, in the ASSIGNED ESTATE of WALKER & FREDRIE, the property, Robinson Street, Foxton, dwelling of six rooms and ¼-acre section. xyxy=(414,1022,541,1056)
article-subhead: A BIG CONFERENCE. xyxy=(304,235,383,245)
article-headline: LEGACIES OF THE WAR. xyxy=(158,30,260,39)
ad-line: WEDNESDAY, JULY 30th, 1919. xyxy=(562,984,659,993)
article-paragraph: He said that the latest official pronouncement regarding Ireland was most disquieting and discouraging. The economic conditions of the world and of Britain had never been more menacing. We had faulty administration, there were excessive prices, inflated currency, extravagant profits in favoured trades, and the transport facilities were deficient and dislocated. These legacies of the war demanded prompt and drastic handling. There was no common policy for the co-ordination of the nation's powers under a central responsible Government. Public expenditure was rising. There had never been so many placemen in the House of Commons since the days of Queen Anne. No House of Commons had ever, within six months of election, possessed in a lesser degree the nation's confidence and respect. We needed real representative Parliament. We would never make any real advance toward industrial peace until we were able, with full Cabinet authority, to deal with the situation as a whole. xyxy=(145,104,273,299)
divider xyxy=(957,979,1111,980)
list-item: LADIES' ALL-WOOL BLACK HOSE, winter weight, spliced heels and toes. 5/6 PAIR. xyxy=(821,102,1069,111)
